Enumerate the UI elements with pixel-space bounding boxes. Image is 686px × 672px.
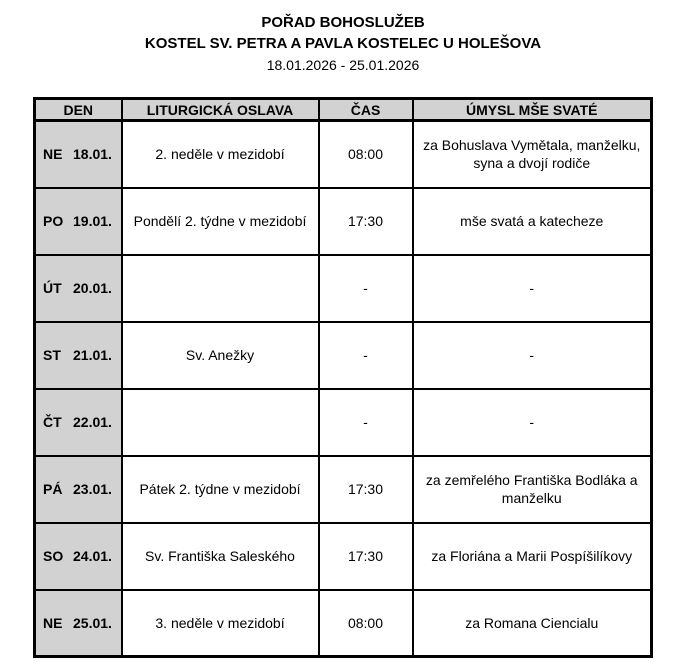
day-cell — [35, 523, 122, 590]
day-abbr: ST — [43, 347, 61, 363]
day-date: 23.01. — [73, 481, 112, 497]
time-cell: 17:30 — [319, 456, 413, 523]
document-title: POŘAD BOHOSLUŽEB — [261, 14, 425, 31]
time-cell: - — [319, 255, 413, 322]
celebration-cell: 2. neděle v mezidobí — [122, 121, 319, 188]
date-range: 18.01.2026 - 25.01.2026 — [266, 57, 420, 73]
day-abbr: NE — [43, 614, 63, 631]
intention-cell: za Romana Ciencialu — [413, 590, 652, 657]
day-abbr: PO — [43, 213, 64, 229]
day-cell — [35, 255, 122, 322]
celebration-cell: Pondělí 2. týdne v mezidobí — [122, 188, 319, 255]
table-row — [35, 188, 652, 255]
intention-cell: za Bohuslava Vymětala, manželku, syna a dvojí rodiče — [413, 121, 652, 188]
intention-cell: mše svatá a katecheze — [413, 188, 652, 255]
col-header-cas: ČAS — [319, 99, 413, 121]
celebration-cell: 3. neděle v mezidobí — [122, 590, 319, 657]
day-cell — [35, 322, 122, 389]
time-cell: 08:00 — [319, 590, 413, 657]
intention-cell: za Floriána a Marii Pospíšilíkovy — [413, 523, 652, 590]
col-header-den: DEN — [35, 99, 122, 121]
day-cell — [35, 121, 122, 188]
day-abbr: ÚT — [43, 280, 62, 296]
time-cell: 08:00 — [319, 121, 413, 188]
intention-cell: - — [413, 255, 652, 322]
day-cell — [35, 590, 122, 657]
table-row — [35, 121, 652, 188]
celebration-cell: Sv. Františka Saleského — [122, 523, 319, 590]
intention-cell: - — [413, 322, 652, 389]
day-cell — [35, 389, 122, 456]
intention-cell: - — [413, 389, 652, 456]
day-date: 19.01. — [73, 213, 112, 229]
time-cell: 17:30 — [319, 188, 413, 255]
day-date: 20.01. — [73, 280, 112, 296]
intention-cell: za zemřelého Františka Bodláka a manželku — [413, 456, 652, 523]
document-header — [0, 12, 686, 76]
day-cell — [35, 456, 122, 523]
day-abbr: NE — [43, 146, 63, 163]
celebration-cell: Pátek 2. týdne v mezidobí — [122, 456, 319, 523]
time-cell: - — [319, 322, 413, 389]
celebration-cell — [122, 255, 319, 322]
time-cell: 17:30 — [319, 523, 413, 590]
table-row — [35, 255, 652, 322]
celebration-cell — [122, 389, 319, 456]
day-date: 22.01. — [73, 414, 112, 430]
celebration-cell: Sv. Anežky — [122, 322, 319, 389]
day-abbr: ČT — [43, 414, 62, 430]
day-date: 24.01. — [73, 548, 112, 564]
table-row — [35, 523, 652, 590]
table-row — [35, 322, 652, 389]
col-header-liturgicka-oslava: LITURGICKÁ OSLAVA — [122, 99, 319, 121]
schedule-table — [33, 97, 653, 658]
day-date: 21.01. — [73, 347, 112, 363]
day-date: 18.01. — [73, 146, 112, 163]
table-header — [35, 99, 652, 121]
header-row — [35, 99, 652, 121]
table-row — [35, 590, 652, 657]
day-abbr: PÁ — [43, 481, 63, 497]
document-subtitle: KOSTEL SV. PETRA A PAVLA KOSTELEC U HOLEŠOVA — [144, 35, 542, 52]
time-cell: - — [319, 389, 413, 456]
table-body — [35, 121, 652, 657]
table-row — [35, 456, 652, 523]
day-cell — [35, 188, 122, 255]
col-header-umysl-mse-svate: ÚMYSL MŠE SVATÉ — [413, 99, 652, 121]
table-row — [35, 389, 652, 456]
day-date: 25.01. — [73, 614, 112, 631]
day-abbr: SO — [43, 548, 64, 564]
